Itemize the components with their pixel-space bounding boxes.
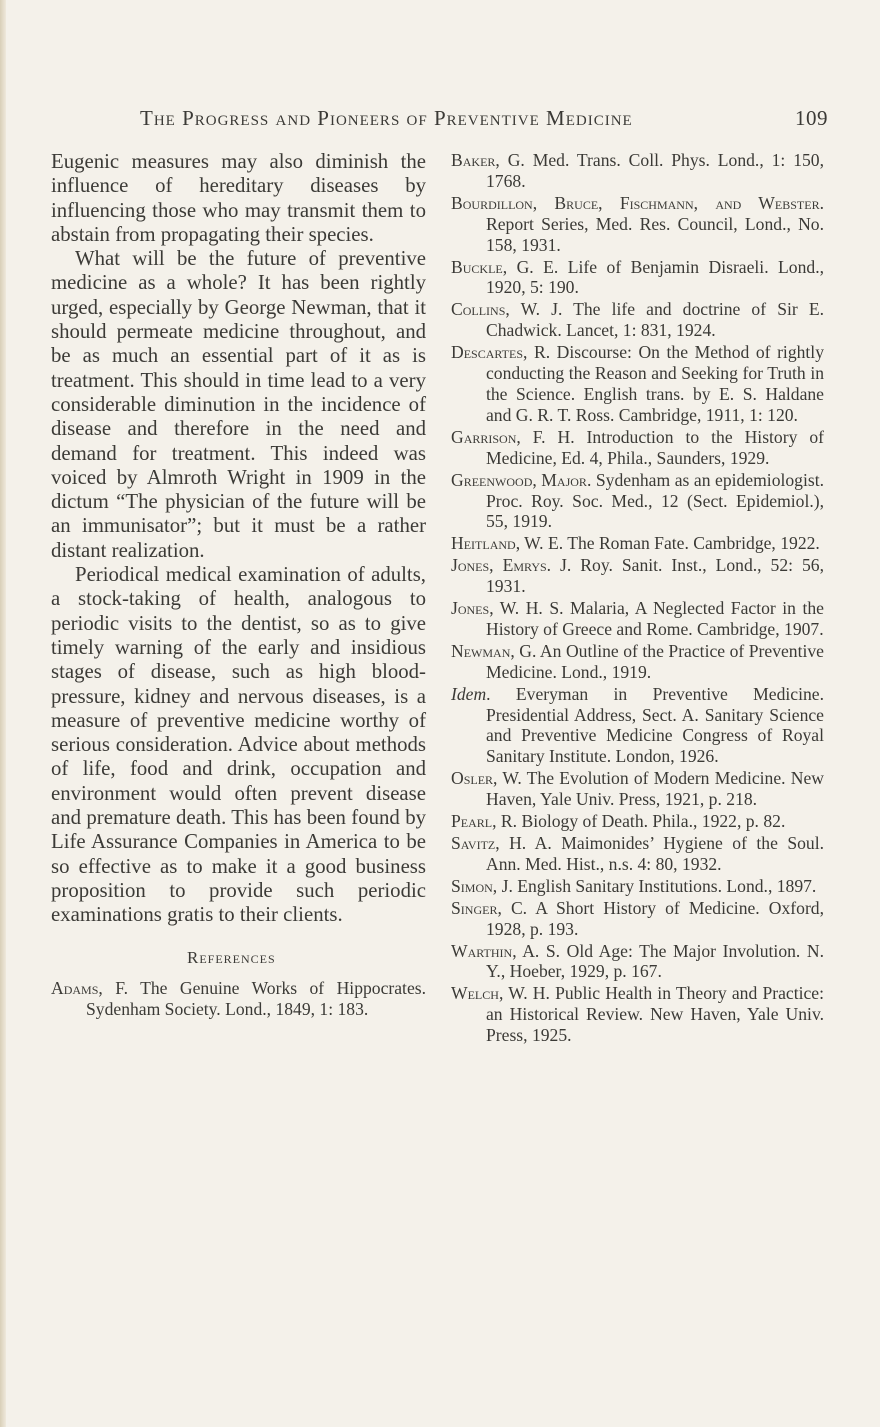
reference-entry	[451, 684, 824, 768]
reference-entry	[451, 641, 824, 683]
reference-author: Greenwood, Major	[451, 469, 587, 490]
reference-author: Simon	[451, 875, 493, 896]
reference-entry	[451, 598, 824, 640]
reference-text: , W. E. The Roman Fate. Cambridge, 1922.	[515, 533, 820, 554]
reference-entry	[51, 978, 426, 1020]
references-heading: References	[187, 947, 276, 967]
reference-text: , W. H. Public Health in Theory and Practice: an Historical Review. New Haven, Yale Univ. Press, 1925.	[486, 983, 824, 1046]
reference-entry	[451, 811, 824, 832]
reference-entry	[451, 150, 824, 192]
reference-text: , F. H. Introduction to the History of Medicine, Ed. 4, Phila., Saunders, 1929.	[486, 426, 824, 468]
reference-text: , R. Discourse: On the Method of rightly conducting the Reason and Seeking for Truth in the Science. English trans. by E. S. Haldane and G. R. T. Ross. Cambridge, 1911, 1: 120.	[486, 342, 824, 425]
reference-author: Pearl	[451, 811, 493, 832]
left-column	[51, 150, 426, 1020]
reference-entry	[451, 876, 824, 897]
reference-text: , W. H. S. Malaria, A Neglected Factor in the History of Greece and Rome. Cambridge, 1907.	[486, 598, 824, 639]
reference-entry	[451, 833, 824, 875]
reference-author: Collins	[451, 299, 506, 320]
page-number: 109	[795, 106, 828, 130]
reference-author: Warthin	[451, 940, 513, 961]
page-edge	[0, 0, 6, 1427]
reference-entry	[451, 533, 824, 554]
reference-entry	[451, 898, 824, 940]
reference-text: , G. E. Life of Benjamin Disraeli. Lond., 1920, 5: 190.	[486, 256, 824, 298]
reference-author: Welch	[451, 983, 499, 1004]
body-paragraph: What will be the future of preventive medicine as a whole? It has been rightly urged, especially by George Newman, that it should permeate medicine throughout, and be as much an essential part of it as is treatment. This should in time lead to a very considerable diminution in the incidence of disease and therefore in the need and demand for treatment. This indeed was voiced by Almroth Wright in 1909 in the dictum “The physician of the future will be an immunisator”; but it must be a rather distant realization.	[51, 247, 426, 562]
reference-author: Savitz	[451, 833, 496, 853]
running-title: The Progress and Pioneers of Preventive Medicine	[140, 106, 633, 130]
reference-text: , J. English Sanitary Institutions. Lond., 1897.	[492, 875, 817, 896]
right-column	[451, 150, 824, 1047]
reference-entry	[451, 193, 824, 256]
reference-author: Osler	[451, 768, 494, 789]
reference-author: Bourdillon, Bruce, Fischmann, and Webster	[451, 192, 820, 213]
reference-text: , R. Biology of Death. Phila., 1922, p. 82.	[492, 811, 786, 832]
reference-text: , C. A Short History of Medicine. Oxford, 1928, p. 193.	[486, 897, 824, 939]
reference-author: Singer	[451, 897, 498, 918]
reference-entry	[451, 257, 824, 299]
running-head	[140, 106, 828, 131]
reference-text: , G. An Outline of the Practice of Preventive Medicine. Lond., 1919.	[486, 640, 824, 682]
reference-entry	[451, 983, 824, 1046]
reference-author: Adams	[51, 977, 99, 998]
reference-entry	[451, 941, 824, 983]
reference-author: Idem	[451, 683, 487, 704]
reference-text: , G. Med. Trans. Coll. Phys. Lond., 1: 150, 1768.	[486, 150, 824, 191]
reference-text: . Everyman in Preventive Medicine. Presidential Address, Sect. A. Sanitary Science and Preventive Medicine Congress of Royal Sanitary Institute. London, 1926.	[486, 683, 824, 767]
reference-text: , W. The Evolution of Modern Medicine. New Haven, Yale Univ. Press, 1921, p. 218.	[486, 768, 824, 810]
reference-entry	[451, 299, 824, 341]
reference-text: . Report Series, Med. Res. Council, Lond., No. 158, 1931.	[486, 192, 824, 255]
reference-author: Newman	[451, 640, 511, 661]
reference-author: Heitland	[451, 533, 516, 554]
body-paragraph: Eugenic measures may also diminish the influence of hereditary diseases by influencing those who may transmit them to abstain from propagating their species.	[51, 150, 426, 246]
reference-author: Jones, Emrys	[451, 555, 547, 576]
reference-author: Jones	[451, 598, 490, 619]
reference-text: . Sydenham as an epidemiologist. Proc. Roy. Soc. Med., 12 (Sect. Epidemiol.), 55, 1919.	[486, 469, 824, 532]
reference-entry	[451, 470, 824, 533]
reference-author: Buckle	[451, 256, 503, 277]
reference-entry	[451, 427, 824, 469]
reference-entry	[451, 555, 824, 597]
reference-author: Garrison	[451, 426, 517, 447]
reference-author: Descartes	[451, 342, 523, 363]
reference-text: . J. Roy. Sanit. Inst., Lond., 52: 56, 1931.	[486, 555, 824, 597]
reference-text: , H. A. Maimonides’ Hygiene of the Soul. Ann. Med. Hist., n.s. 4: 80, 1932.	[486, 833, 824, 874]
reference-entry	[451, 342, 824, 426]
reference-text: , A. S. Old Age: The Major Involution. N. Y., Hoeber, 1929, p. 167.	[486, 940, 824, 982]
reference-entry	[451, 768, 824, 810]
reference-text: , W. J. The life and doctrine of Sir E. Chadwick. Lancet, 1: 831, 1924.	[486, 299, 824, 341]
body-paragraph: Periodical medical examination of adults, a stock-taking of health, analogous to periodic visits to the dentist, so as to give timely warning of the early and insidious stages of disease, such as high blood-pressure, kidney and nervous diseases, is a measure of preventive medicine worthy of serious consideration. Advice about methods of life, food and drink, occupation and environment would often prevent disease and premature death. This has been found by Life Assurance Companies in America to be so effective as to make it a good business proposition to provide such periodic examinations gratis to their clients.	[51, 563, 426, 927]
reference-author: Baker	[451, 150, 496, 170]
reference-text: , F. The Genuine Works of Hippocrates. Sydenham Society. Lond., 1849, 1: 183.	[86, 977, 426, 1019]
